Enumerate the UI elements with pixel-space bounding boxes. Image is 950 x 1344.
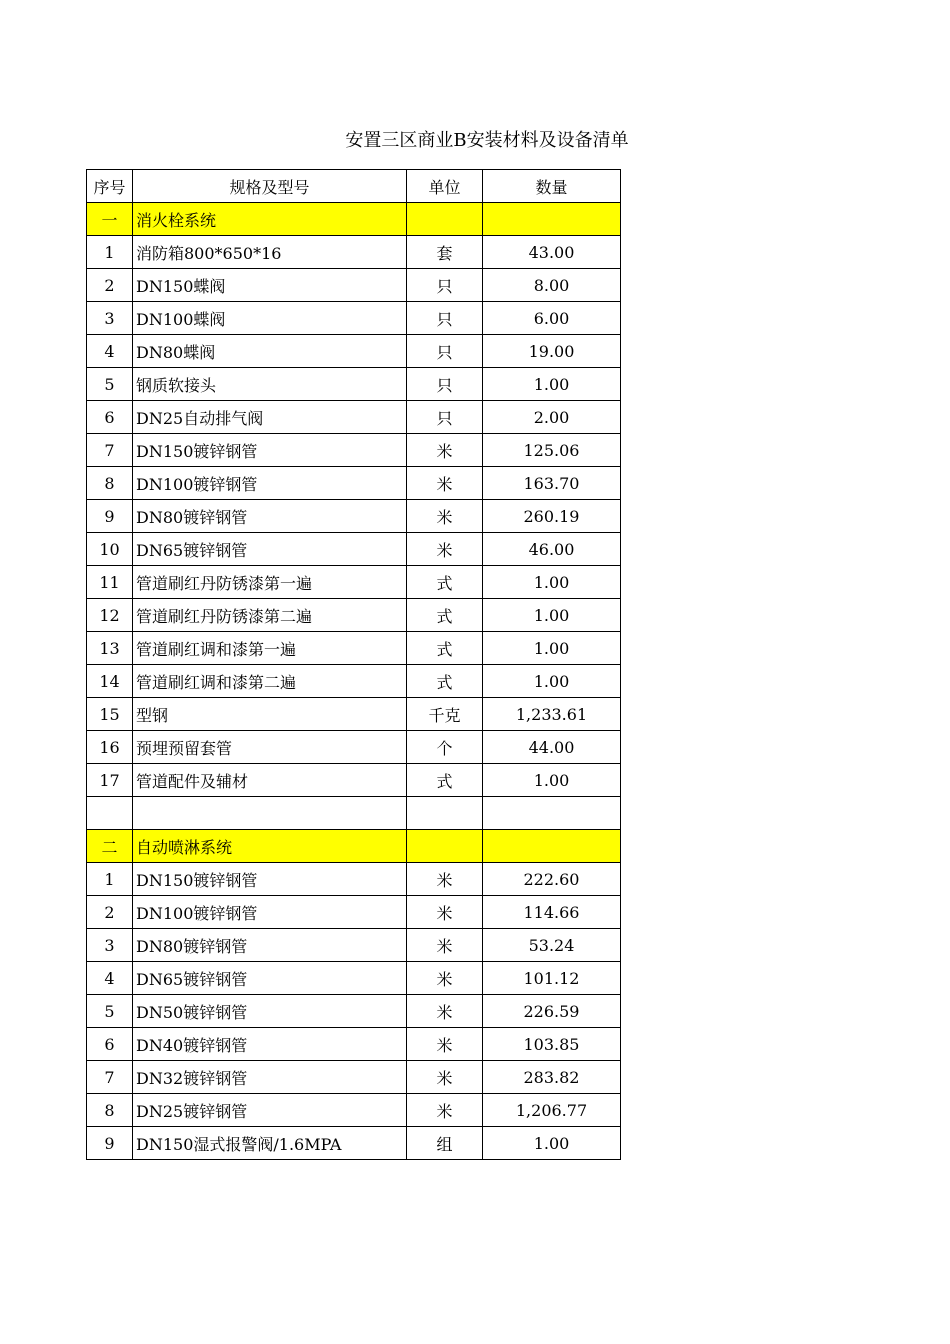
cell-qty: 1,206.77	[483, 1094, 621, 1127]
cell-no: 12	[87, 599, 133, 632]
cell-no: 2	[87, 269, 133, 302]
cell-unit: 米	[407, 467, 483, 500]
cell-spec: DN100镀锌钢管	[133, 467, 407, 500]
cell-qty: 1.00	[483, 764, 621, 797]
table-row	[87, 401, 621, 434]
cell-unit: 式	[407, 665, 483, 698]
table-row	[87, 731, 621, 764]
cell-no: 3	[87, 302, 133, 335]
table-row	[87, 434, 621, 467]
cell-no: 2	[87, 896, 133, 929]
cell-no: 15	[87, 698, 133, 731]
cell-spec: 消火栓系统	[133, 203, 407, 236]
cell-unit: 式	[407, 764, 483, 797]
cell-spec: DN65镀锌钢管	[133, 962, 407, 995]
table-row	[87, 962, 621, 995]
cell-no: 9	[87, 1127, 133, 1160]
cell-qty: 1.00	[483, 368, 621, 401]
cell-spec: DN50镀锌钢管	[133, 995, 407, 1028]
cell-spec: DN150镀锌钢管	[133, 863, 407, 896]
table-row	[87, 632, 621, 665]
table-row	[87, 368, 621, 401]
cell-qty: 53.24	[483, 929, 621, 962]
cell-qty: 1.00	[483, 566, 621, 599]
cell-unit: 米	[407, 1028, 483, 1061]
cell-no: 13	[87, 632, 133, 665]
header-no: 序号	[87, 170, 133, 203]
cell-qty: 125.06	[483, 434, 621, 467]
table-header-row	[87, 170, 621, 203]
cell-qty: 1.00	[483, 1127, 621, 1160]
cell-qty: 8.00	[483, 269, 621, 302]
cell-spec: 管道刷红调和漆第一遍	[133, 632, 407, 665]
cell-unit: 只	[407, 401, 483, 434]
cell-spec: 管道刷红丹防锈漆第二遍	[133, 599, 407, 632]
cell-no: 9	[87, 500, 133, 533]
cell-unit: 式	[407, 566, 483, 599]
cell-no: 6	[87, 1028, 133, 1061]
cell-spec	[133, 797, 407, 830]
cell-spec: DN65镀锌钢管	[133, 533, 407, 566]
cell-unit	[407, 797, 483, 830]
cell-unit: 个	[407, 731, 483, 764]
cell-qty: 6.00	[483, 302, 621, 335]
cell-no: 4	[87, 335, 133, 368]
table-row	[87, 665, 621, 698]
header-qty: 数量	[483, 170, 621, 203]
cell-unit: 只	[407, 302, 483, 335]
table-row	[87, 929, 621, 962]
materials-table	[86, 169, 621, 1160]
table-row	[87, 698, 621, 731]
table-row	[87, 599, 621, 632]
cell-qty: 1.00	[483, 599, 621, 632]
cell-no: 5	[87, 995, 133, 1028]
table-row	[87, 1094, 621, 1127]
table-row	[87, 533, 621, 566]
header-unit: 单位	[407, 170, 483, 203]
cell-no	[87, 797, 133, 830]
cell-qty: 114.66	[483, 896, 621, 929]
cell-spec: 管道配件及辅材	[133, 764, 407, 797]
cell-spec: DN150镀锌钢管	[133, 434, 407, 467]
cell-qty	[483, 797, 621, 830]
cell-unit: 式	[407, 632, 483, 665]
cell-spec: DN80镀锌钢管	[133, 929, 407, 962]
cell-spec: 管道刷红调和漆第二遍	[133, 665, 407, 698]
cell-unit: 只	[407, 368, 483, 401]
header-spec: 规格及型号	[133, 170, 407, 203]
cell-no: 14	[87, 665, 133, 698]
table-row	[87, 764, 621, 797]
cell-spec: DN25自动排气阀	[133, 401, 407, 434]
table-row	[87, 269, 621, 302]
cell-unit: 只	[407, 335, 483, 368]
cell-no: 11	[87, 566, 133, 599]
cell-no: 8	[87, 467, 133, 500]
cell-unit: 式	[407, 599, 483, 632]
cell-spec: 管道刷红丹防锈漆第一遍	[133, 566, 407, 599]
cell-qty: 1.00	[483, 632, 621, 665]
cell-unit: 米	[407, 962, 483, 995]
cell-unit: 米	[407, 1094, 483, 1127]
cell-unit: 米	[407, 896, 483, 929]
section-row	[87, 203, 621, 236]
cell-no: 5	[87, 368, 133, 401]
cell-no: 7	[87, 434, 133, 467]
cell-unit: 米	[407, 929, 483, 962]
table-row	[87, 500, 621, 533]
cell-no: 二	[87, 830, 133, 863]
cell-spec: 型钢	[133, 698, 407, 731]
cell-spec: 自动喷淋系统	[133, 830, 407, 863]
cell-no: 7	[87, 1061, 133, 1094]
cell-qty: 101.12	[483, 962, 621, 995]
cell-no: 10	[87, 533, 133, 566]
cell-no: 1	[87, 236, 133, 269]
cell-unit: 千克	[407, 698, 483, 731]
cell-unit: 组	[407, 1127, 483, 1160]
cell-no: 1	[87, 863, 133, 896]
cell-qty: 222.60	[483, 863, 621, 896]
cell-unit: 米	[407, 863, 483, 896]
table-row	[87, 1028, 621, 1061]
blank-row	[87, 797, 621, 830]
cell-qty: 19.00	[483, 335, 621, 368]
table-row	[87, 467, 621, 500]
cell-no: 一	[87, 203, 133, 236]
cell-spec: DN32镀锌钢管	[133, 1061, 407, 1094]
cell-unit	[407, 203, 483, 236]
section-row	[87, 830, 621, 863]
cell-qty: 2.00	[483, 401, 621, 434]
cell-qty	[483, 830, 621, 863]
cell-unit: 套	[407, 236, 483, 269]
cell-qty: 44.00	[483, 731, 621, 764]
table-row	[87, 896, 621, 929]
cell-qty	[483, 203, 621, 236]
cell-spec: DN150蝶阀	[133, 269, 407, 302]
cell-no: 6	[87, 401, 133, 434]
cell-no: 4	[87, 962, 133, 995]
cell-no: 17	[87, 764, 133, 797]
cell-no: 8	[87, 1094, 133, 1127]
cell-unit: 米	[407, 434, 483, 467]
cell-qty: 103.85	[483, 1028, 621, 1061]
table-row	[87, 566, 621, 599]
cell-spec: DN25镀锌钢管	[133, 1094, 407, 1127]
table-row	[87, 863, 621, 896]
table-row	[87, 236, 621, 269]
table-row	[87, 1127, 621, 1160]
cell-spec: DN100镀锌钢管	[133, 896, 407, 929]
cell-qty: 226.59	[483, 995, 621, 1028]
cell-spec: DN100蝶阀	[133, 302, 407, 335]
cell-qty: 43.00	[483, 236, 621, 269]
cell-unit: 米	[407, 500, 483, 533]
cell-spec: DN80蝶阀	[133, 335, 407, 368]
page-title: 安置三区商业B安装材料及设备清单	[345, 130, 629, 151]
cell-unit: 米	[407, 533, 483, 566]
cell-spec: 钢质软接头	[133, 368, 407, 401]
table-row	[87, 302, 621, 335]
cell-spec: 预埋预留套管	[133, 731, 407, 764]
cell-qty: 283.82	[483, 1061, 621, 1094]
table-row	[87, 1061, 621, 1094]
table-row	[87, 995, 621, 1028]
cell-spec: DN40镀锌钢管	[133, 1028, 407, 1061]
cell-spec: 消防箱800*650*16	[133, 236, 407, 269]
cell-qty: 1.00	[483, 665, 621, 698]
cell-no: 3	[87, 929, 133, 962]
cell-no: 16	[87, 731, 133, 764]
cell-unit: 米	[407, 1061, 483, 1094]
cell-qty: 46.00	[483, 533, 621, 566]
cell-qty: 1,233.61	[483, 698, 621, 731]
cell-qty: 260.19	[483, 500, 621, 533]
cell-unit: 米	[407, 995, 483, 1028]
table-row	[87, 335, 621, 368]
cell-spec: DN80镀锌钢管	[133, 500, 407, 533]
cell-unit: 只	[407, 269, 483, 302]
cell-unit	[407, 830, 483, 863]
cell-spec: DN150湿式报警阀/1.6MPA	[133, 1127, 407, 1160]
cell-qty: 163.70	[483, 467, 621, 500]
table-body	[87, 203, 621, 1160]
